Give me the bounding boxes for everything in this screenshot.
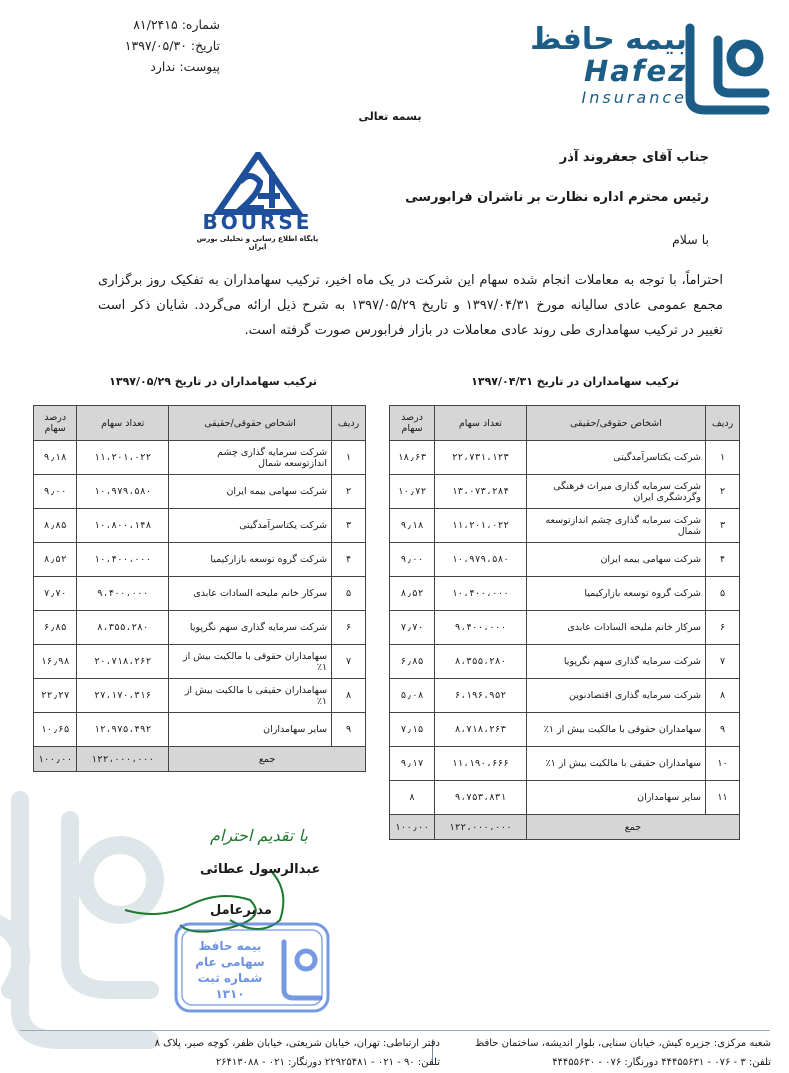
share-count: ۹،۴۰۰،۰۰۰ (435, 611, 527, 645)
row-index: ۵ (706, 577, 740, 611)
share-percent: ۶٫۸۵ (390, 645, 435, 679)
shareholder-name: شرکت سهامی بیمه ایران (169, 475, 332, 509)
share-percent: ۹٫۱۸ (34, 441, 77, 475)
share-count: ۹،۴۰۰،۰۰۰ (77, 577, 169, 611)
bourse-logo-word: BOURSE (202, 210, 313, 234)
share-percent: ۶٫۸۵ (34, 611, 77, 645)
shareholder-name: شرکت یکتاسرآمدگیتی (526, 441, 705, 475)
share-percent: ۵٫۰۸ (390, 679, 435, 713)
row-index: ۶ (706, 611, 740, 645)
row-index: ۳ (706, 509, 740, 543)
table-row (390, 543, 740, 577)
row-index: ۱ (332, 441, 366, 475)
table-row (34, 509, 366, 543)
share-count: ۲۷،۱۷۰،۳۱۶ (77, 679, 169, 713)
shareholders-table-0431 (389, 405, 740, 840)
share-percent: ۹٫۱۷ (390, 747, 435, 781)
share-count: ۱۰،۴۰۰،۰۰۰ (435, 577, 527, 611)
letter-attachment: پیوست: ندارد (150, 59, 220, 74)
shareholder-name: سرکار خانم ملیحه السادات عابدی (526, 611, 705, 645)
table-row (390, 679, 740, 713)
stamp-text: بیمه حافظ سهامی عام شماره ثبت ۱۳۱۰ (195, 939, 265, 1001)
shareholder-name: سهامداران حقوقی با مالکیت بیش از ۱٪ (526, 713, 705, 747)
row-index: ۷ (332, 645, 366, 679)
table-right-title: ترکیب سهامداران در تاریخ ۱۳۹۷/۰۴/۳۱ (471, 375, 679, 388)
share-percent: ۷٫۷۰ (390, 611, 435, 645)
column-header: درصد سهام (34, 406, 77, 441)
share-percent: ۸٫۵۲ (390, 577, 435, 611)
table-row (390, 747, 740, 781)
table-total-row (34, 747, 366, 772)
share-percent: ۸ (390, 781, 435, 815)
row-index: ۴ (332, 543, 366, 577)
column-header: اشخاص حقوقی/حقیقی (526, 406, 705, 441)
row-index: ۲ (706, 475, 740, 509)
row-index: ۴ (706, 543, 740, 577)
letter-date: تاریخ: ۱۳۹۷/۰۵/۳۰ (124, 38, 220, 53)
row-index: ۳ (332, 509, 366, 543)
greeting: با سلام (672, 232, 709, 247)
share-count: ۶،۱۹۶،۹۵۲ (435, 679, 527, 713)
shareholder-name: شرکت سرمایه گذاری چشم اندازتوسعه شمال (526, 509, 705, 543)
share-percent: ۸٫۸۵ (34, 509, 77, 543)
shareholders-table-0529 (33, 405, 366, 772)
shareholder-name: سایر سهامداران (169, 713, 332, 747)
table-row (34, 645, 366, 679)
share-count: ۲۰،۷۱۸،۲۶۲ (77, 645, 169, 679)
column-header: ردیف (332, 406, 366, 441)
share-count: ۹،۷۵۳،۸۳۱ (435, 781, 527, 815)
share-percent: ۷٫۷۰ (34, 577, 77, 611)
row-index: ۹ (706, 713, 740, 747)
row-index: ۱ (706, 441, 740, 475)
shareholder-name: سایر سهامداران (526, 781, 705, 815)
shareholder-name: شرکت سرمایه گذاری سهم نگرپویا (169, 611, 332, 645)
table-row (390, 509, 740, 543)
share-count: ۸،۳۵۵،۲۸۰ (77, 611, 169, 645)
total-percent: ۱۰۰٫۰۰ (390, 815, 435, 840)
table-row (390, 611, 740, 645)
share-percent: ۹٫۰۰ (390, 543, 435, 577)
share-percent: ۷٫۱۵ (390, 713, 435, 747)
shareholder-name: شرکت سرمایه گذاری میراث فرهنگی وگردشگری ایران (526, 475, 705, 509)
share-count: ۱۲،۹۷۵،۴۹۲ (77, 713, 169, 747)
footer-divider (20, 1030, 770, 1031)
share-percent: ۱۰٫۶۵ (34, 713, 77, 747)
letter-number: شماره: ۸۱/۲۴۱۵ (133, 17, 220, 32)
share-count: ۱۱،۱۹۰،۶۶۶ (435, 747, 527, 781)
table-row (34, 441, 366, 475)
logo-text-en: Hafez (583, 54, 687, 88)
row-index: ۷ (706, 645, 740, 679)
share-count: ۸،۷۱۸،۲۶۳ (435, 713, 527, 747)
table-row (34, 543, 366, 577)
share-count: ۱۱،۲۰۱،۰۲۲ (77, 441, 169, 475)
letter-meta (20, 14, 220, 77)
row-index: ۲ (332, 475, 366, 509)
share-count: ۱۳،۰۷۳،۲۸۴ (435, 475, 527, 509)
closing-phrase: با تقدیم احترام (210, 826, 308, 845)
bourse-logo-caption: پایگاه اطلاع رسانی و تحلیلی بورس ایران (196, 235, 319, 251)
letter-body: احتراماً، با توجه به معاملات انجام شده سهام این شرکت در یک ماه اخیر، ترکیب سهامداران به تفکیک روز برگزاری مجمع عمومی عادی سالیانه مورخ ۱۳۹۷/۰۴/۳۱ و تاریخ ۱۳۹۷/۰۵/۲۹ به شرح ذیل ارائه می‌گردد. شایان ذکر است تغییر در ترکیب سهامداری طی روند عادی معاملات در بازار فرابورس صورت گرفته است. (98, 273, 723, 338)
share-percent: ۹٫۱۸ (390, 509, 435, 543)
table-left-title: ترکیب سهامداران در تاریخ ۱۳۹۷/۰۵/۲۹ (109, 375, 317, 388)
table-total-row (390, 815, 740, 840)
shareholder-name: شرکت سرمایه گذاری اقتصادنوین (526, 679, 705, 713)
row-index: ۱۱ (706, 781, 740, 815)
column-header: تعداد سهام (435, 406, 527, 441)
table-row (34, 611, 366, 645)
shareholder-name: شرکت یکتاسرآمدگیتی (169, 509, 332, 543)
total-shares: ۱۲۲،۰۰۰،۰۰۰ (435, 815, 527, 840)
table-header-row (390, 406, 740, 441)
table-row (34, 577, 366, 611)
share-percent: ۱۸٫۶۳ (390, 441, 435, 475)
table-row (34, 475, 366, 509)
recipient-title: رئیس محترم اداره نظارت بر ناشران فرابورسی (405, 190, 709, 205)
row-index: ۱۰ (706, 747, 740, 781)
footer-liaison-office: دفتر ارتباطی: تهران، خیابان شریعتی، خیابان ظفر، کوچه صبر، پلاک ۸ تلفن: ۹۰ - ۰۲۱ - ۲۲۹۲۵۴۸۱ دورنگار: ۰۲۱ - ۲۶۴۱۳۰۸۸ (154, 1038, 440, 1068)
row-index: ۹ (332, 713, 366, 747)
table-row (390, 475, 740, 509)
shareholder-name: شرکت سرمایه گذاری چشم اندازتوسعه شمال (169, 441, 332, 475)
row-index: ۵ (332, 577, 366, 611)
shareholder-name: سهامداران حقوقی با مالکیت بیش از ۱٪ (169, 645, 332, 679)
table-row (390, 577, 740, 611)
share-count: ۱۰،۹۷۹،۵۸۰ (435, 543, 527, 577)
share-percent: ۱۰٫۷۲ (390, 475, 435, 509)
total-shares: ۱۲۲،۰۰۰،۰۰۰ (77, 747, 169, 772)
table-row (390, 781, 740, 815)
table-row (34, 713, 366, 747)
share-count: ۱۱،۲۰۱،۰۲۲ (435, 509, 527, 543)
share-count: ۲۲،۷۳۱،۱۲۳ (435, 441, 527, 475)
shareholder-name: شرکت سهامی بیمه ایران (526, 543, 705, 577)
signatory-name: عبدالرسول عطائی (200, 862, 321, 877)
share-count: ۱۰،۴۰۰،۰۰۰ (77, 543, 169, 577)
bismillah: بسمه تعالی (358, 110, 422, 123)
table-row (390, 713, 740, 747)
table-header-row (34, 406, 366, 441)
share-percent: ۹٫۰۰ (34, 475, 77, 509)
footer-head-office: شعبه مرکزی: جزیره کیش، خیابان سنایی، بلوار اندیشه، ساختمان حافظ تلفن: ۳ - ۰۷۶ - ۴۴۴۵۵۶۳۱ دورنگار: ۰۷۶ - ۴۴۴۵۵۶۳۰ (474, 1038, 771, 1068)
column-header: ردیف (706, 406, 740, 441)
signatory-title: مدیرعامل (210, 903, 272, 918)
share-percent: ۱۶٫۹۸ (34, 645, 77, 679)
share-count: ۸،۳۵۵،۲۸۰ (435, 645, 527, 679)
row-index: ۸ (332, 679, 366, 713)
table-row (34, 679, 366, 713)
share-count: ۱۰،۹۷۹،۵۸۰ (77, 475, 169, 509)
logo-text-en-sub: Insurance (581, 88, 687, 107)
shareholder-name: شرکت سرمایه گذاری سهم نگرپویا (526, 645, 705, 679)
table-row (390, 441, 740, 475)
total-percent: ۱۰۰٫۰۰ (34, 747, 77, 772)
shareholder-name: سرکار خانم ملیحه السادات عابدی (169, 577, 332, 611)
total-label: جمع (526, 815, 739, 840)
shareholder-name: شرکت گروه توسعه بازارکیمیا (526, 577, 705, 611)
share-count: ۱۰،۸۰۰،۱۴۸ (77, 509, 169, 543)
column-header: تعداد سهام (77, 406, 169, 441)
recipient-name: جناب آقای جعفروند آذر (559, 150, 709, 165)
shareholder-name: شرکت گروه توسعه بازارکیمیا (169, 543, 332, 577)
shareholder-name: سهامداران حقیقی با مالکیت بیش از ۱٪ (526, 747, 705, 781)
share-percent: ۸٫۵۲ (34, 543, 77, 577)
column-header: درصد سهام (390, 406, 435, 441)
share-percent: ۲۲٫۲۷ (34, 679, 77, 713)
table-row (390, 645, 740, 679)
row-index: ۶ (332, 611, 366, 645)
shareholder-name: سهامداران حقیقی با مالکیت بیش از ۱٪ (169, 679, 332, 713)
total-label: جمع (169, 747, 366, 772)
row-index: ۸ (706, 679, 740, 713)
column-header: اشخاص حقوقی/حقیقی (169, 406, 332, 441)
logo-text-fa: بیمه حافظ (530, 22, 687, 57)
